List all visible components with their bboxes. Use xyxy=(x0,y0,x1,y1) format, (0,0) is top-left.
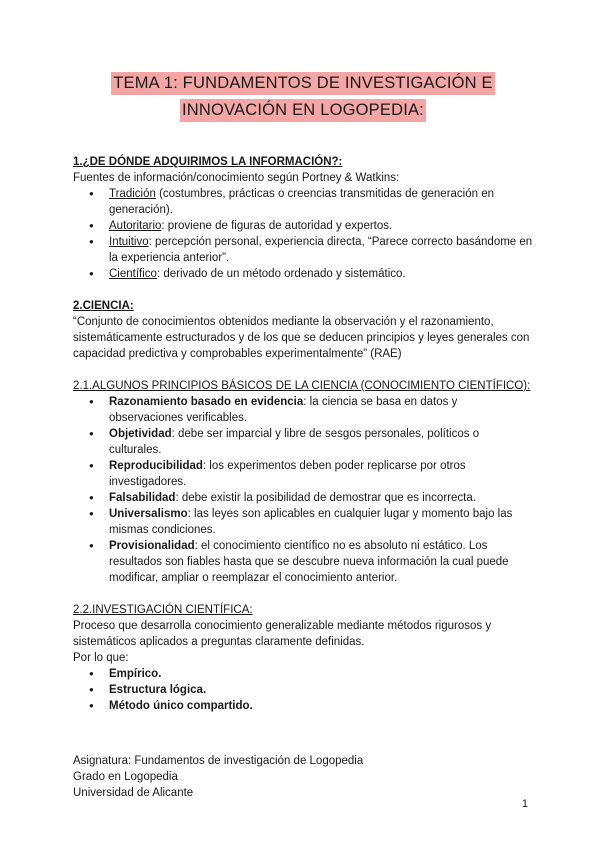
list-item xyxy=(109,266,533,282)
document-title xyxy=(73,70,533,124)
item-term: Autoritario xyxy=(109,220,162,232)
section-information-sources xyxy=(73,154,533,282)
title-line-2: INNOVACIÓN EN LOGOPEDIA: xyxy=(180,99,426,122)
ciencia-definition: “Conjunto de conocimientos obtenidos mediante la observación y el razonamiento, sistemáticamente estructurados y de los que se deducen principios y leyes generales con capacidad predictiva y comprobables experimentalmente” (RAE) xyxy=(73,316,530,360)
item-term: Universalismo xyxy=(109,508,188,520)
list-item xyxy=(109,490,533,506)
item-term: Reproducibilidad xyxy=(109,460,203,472)
investigation-list xyxy=(73,666,533,714)
footer-university: Universidad de Alicante xyxy=(73,787,194,799)
list-item xyxy=(109,426,533,458)
item-text: : debe ser imparcial y libre de sesgos personales, políticos o culturales. xyxy=(109,428,480,456)
item-text: : percepción personal, experiencia directa, “Parece correcto basándome en la experiencia anterior”. xyxy=(109,236,533,264)
document-footer xyxy=(73,753,533,801)
item-term: Falsabilidad xyxy=(109,492,176,504)
list-item: ● Estructura lógica. xyxy=(109,682,533,698)
section-1-heading: 1.¿DE DÓNDE ADQUIRIMOS LA INFORMACIÓN?: xyxy=(73,156,343,168)
section-1-intro: Fuentes de información/conocimiento según Portney & Watkins: xyxy=(73,172,400,184)
item-text: : derivado de un método ordenado y sistemático. xyxy=(156,268,406,280)
section-investigation xyxy=(73,602,533,714)
document-page xyxy=(73,70,533,801)
list-item xyxy=(109,538,533,586)
section-2-2-heading: 2.2.INVESTIGACIÓN CIENTÍFICA: xyxy=(73,604,253,616)
item-text: (costumbres, prácticas o creencias transmitidas de generación en generación). xyxy=(109,188,495,216)
item-text: : debe existir la posibilidad de demostrar que es incorrecta. xyxy=(175,492,476,504)
item-term: Científico xyxy=(109,268,157,280)
section-2-heading: 2.CIENCIA: xyxy=(73,300,134,312)
title-line-1: TEMA 1: FUNDAMENTOS DE INVESTIGACIÓN E xyxy=(111,72,495,95)
item-term: Objetividad xyxy=(109,428,172,440)
list-item xyxy=(109,186,533,218)
footer-degree: Grado en Logopedia xyxy=(73,771,178,783)
list-item: ● Método único compartido. xyxy=(109,698,533,714)
list-item xyxy=(109,458,533,490)
section-principles xyxy=(73,378,533,586)
list-item xyxy=(109,394,533,426)
item-term: Intuitivo xyxy=(109,236,149,248)
section-ciencia xyxy=(73,298,533,362)
list-item xyxy=(109,234,533,266)
list-item: ● Empírico. xyxy=(109,666,533,682)
item-text: : el conocimiento científico no es absoluto ni estático. Los resultados son fiables hasta que se descubre nueva información la cual puede modificar, ampliar o reemplazar el conocimiento anterior. xyxy=(109,540,509,584)
list-item xyxy=(109,218,533,234)
investigation-definition: Proceso que desarrolla conocimiento generalizable mediante métodos rigurosos y sistemáticos aplicados a preguntas claramente definidas. xyxy=(73,620,492,648)
principles-list xyxy=(73,394,533,586)
item-text: : la ciencia se basa en datos y observaciones verificables. xyxy=(109,396,458,424)
item-text: : las leyes son aplicables en cualquier lugar y momento bajo las mismas condiciones. xyxy=(109,508,513,536)
item-term: Razonamiento basado en evidencia xyxy=(109,396,304,408)
sources-list xyxy=(73,186,533,282)
item-text: : proviene de figuras de autoridad y expertos. xyxy=(161,220,393,232)
item-term: Provisionalidad xyxy=(109,540,195,552)
list-item xyxy=(109,506,533,538)
section-2-1-heading: 2.1.ALGUNOS PRINCIPIOS BÁSICOS DE LA CIENCIA (CONOCIMIENTO CIENTÍFICO): xyxy=(73,380,531,392)
item-term: Tradición xyxy=(109,188,156,200)
investigation-lead: Por lo que: xyxy=(73,652,129,664)
item-text: : los experimentos deben poder replicarse por otros investigadores. xyxy=(109,460,466,488)
page-number: 1 xyxy=(521,798,528,810)
footer-subject: Asignatura: Fundamentos de investigación de Logopedia xyxy=(73,755,364,767)
